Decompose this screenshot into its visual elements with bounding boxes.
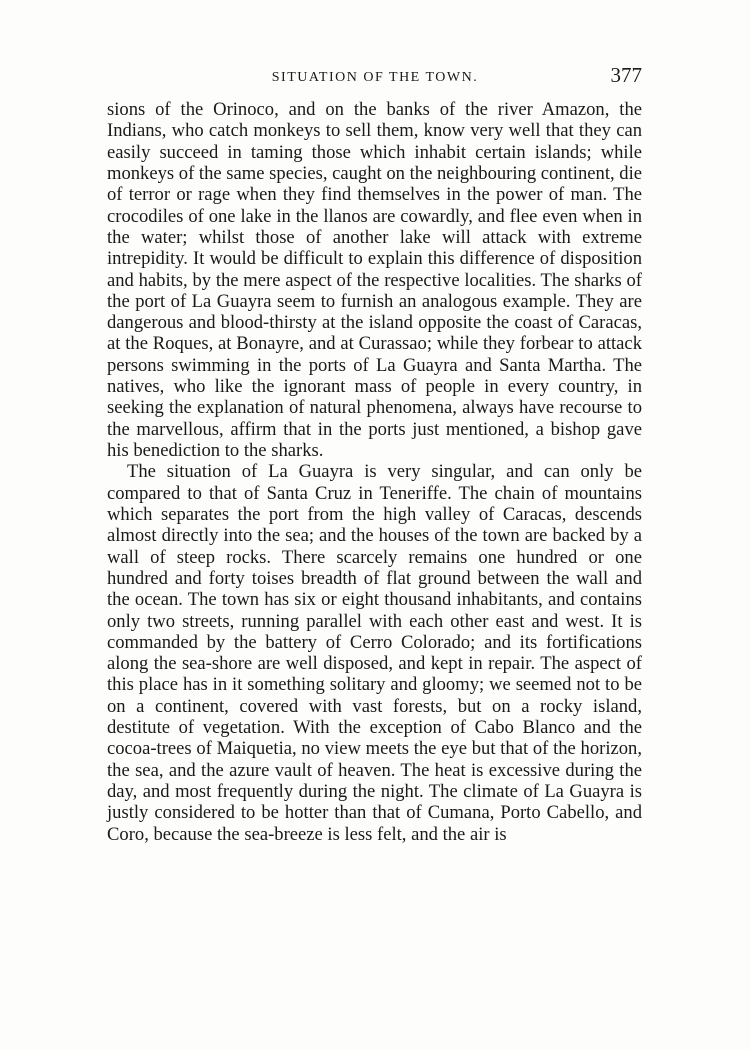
paragraph-continued: sions of the Orinoco, and on the banks of the river Amazon, the Indians, who catch monkeys to sell them, know very well that they can easily succeed in taming those which inhabit certain islands; while monkeys of the same species, caught on the neighbouring continent, die of terror or rage when they find themselves in the power of man. The crocodiles of one lake in the llanos are cowardly, and flee even when in the water; whilst those of another lake will attack with extreme intrepidity. It would be difficult to explain this difference of disposition and habits, by the mere aspect of the respective localities. The sharks of the port of La Guayra seem to furnish an analogous example. They are dangerous and blood-thirsty at the island opposite the coast of Caracas, at the Roques, at Bonayre, and at Curassao; while they forbear to attack persons swimming in the ports of La Guayra and Santa Martha. The natives, who like the ignorant mass of people in every country, in seeking the explanation of natural phenomena, always have recourse to the marvellous, affirm that in the ports just mentioned, a bishop gave his benediction to the sharks. [107,99,642,461]
running-head [108,63,642,90]
body-text [107,99,642,845]
running-title: SITUATION OF THE TOWN. [271,70,479,85]
paragraph-situation-of-la-guayra: The situation of La Guayra is very singular, and can only be compared to that of Santa Cruz in Teneriffe. The chain of mountains which separates the port from the high valley of Caracas, descends almost directly into the sea; and the houses of the town are backed by a wall of steep rocks. There scarcely remains one hundred or one hundred and forty toises breadth of flat ground between the wall and the ocean. The town has six or eight thousand inhabitants, and contains only two streets, running parallel with each other east and west. It is commanded by the battery of Cerro Colorado; and its fortifications along the sea-shore are well disposed, and kept in repair. The aspect of this place has in it something solitary and gloomy; we seemed not to be on a continent, covered with vast forests, but on a rocky island, destitute of vegetation. With the exception of Cabo Blanco and the cocoa-trees of Maiquetia, no view meets the eye but that of the horizon, the sea, and the azure vault of heaven. The heat is excessive during the day, and most frequently during the night. The climate of La Guayra is justly considered to be hotter than that of Cumana, Porto Cabello, and Coro, because the sea-breeze is less felt, and the air is [107,461,642,845]
page-number: 377 [610,63,642,87]
